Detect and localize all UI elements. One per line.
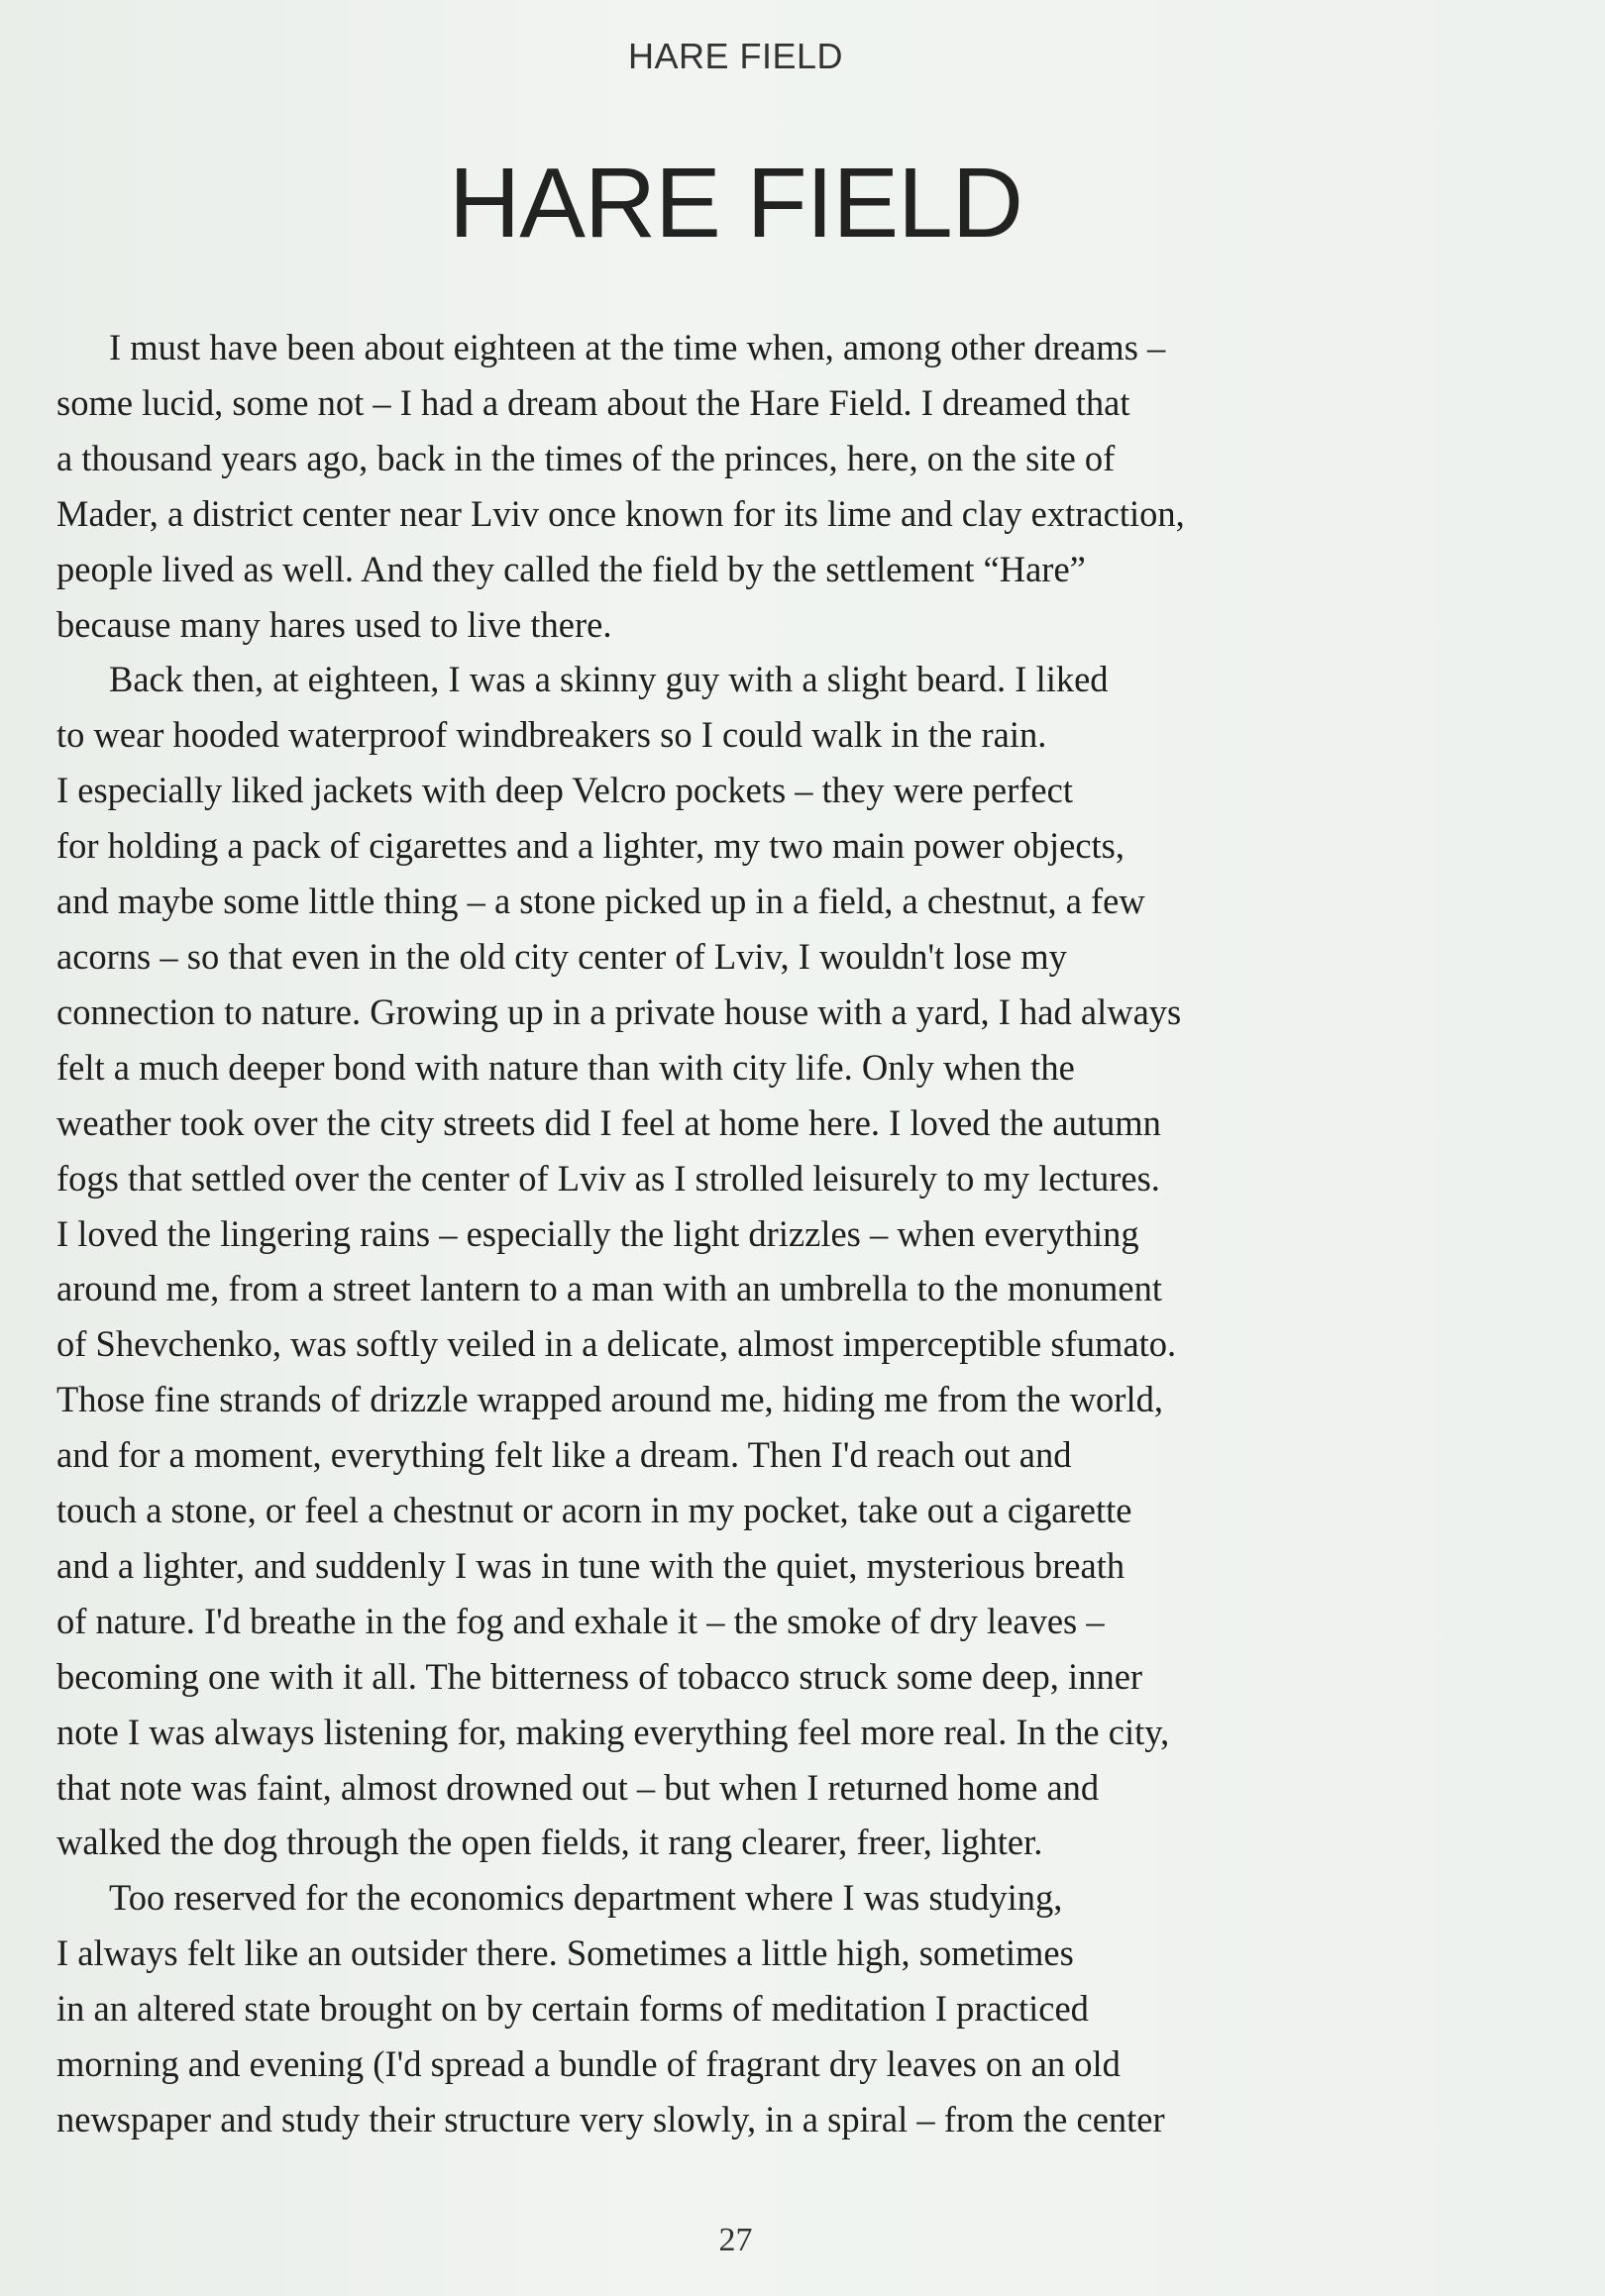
paragraph-2-line-2: to wear hooded waterproof windbreakers so I could walk in the rain. — [56, 714, 1047, 756]
paragraph-2-line-12: around me, from a street lantern to a man with an umbrella to the monument — [56, 1268, 1162, 1309]
paragraph-2-line-14: Those fine strands of drizzle wrapped around me, hiding me from the world, — [56, 1379, 1163, 1420]
paragraph-2-line-1: Back then, at eighteen, I was a skinny guy with a slight beard. I liked — [109, 659, 1109, 700]
paragraph-3-line-3: in an altered state brought on by certain forms of meditation I practiced — [56, 1988, 1089, 2030]
running-head: HARE FIELD — [627, 36, 844, 76]
paragraph-2-line-5: and maybe some little thing – a stone picked up in a field, a chestnut, a few — [56, 881, 1145, 922]
paragraph-2-line-16: touch a stone, or feel a chestnut or acorn in my pocket, take out a cigarette — [56, 1490, 1132, 1531]
paragraph-2-line-11: I loved the lingering rains – especially the light drizzles – when everything — [56, 1212, 1139, 1254]
paragraph-2-line-21: that note was faint, almost drowned out – but when I returned home and — [56, 1766, 1100, 1808]
paragraph-2-line-6: acorns – so that even in the old city center of Lviv, I wouldn't lose my — [56, 935, 1067, 977]
paragraph-1-line-3: a thousand years ago, back in the times of the princes, here, on the site of — [56, 437, 1116, 478]
paragraph-2-line-9: weather took over the city streets did I feel at home here. I loved the autumn — [56, 1101, 1161, 1143]
paragraph-1-line-1: I must have been about eighteen at the time when, among other dreams – — [109, 327, 1166, 367]
paragraph-1-line-6: because many hares used to live there. — [56, 603, 612, 645]
paragraph-2-line-3: I especially liked jackets with deep Velcro pockets – they were perfect — [56, 770, 1073, 811]
paragraph-3-line-2: I always felt like an outsider there. Sometimes a little high, sometimes — [56, 1932, 1074, 1974]
paragraph-1-line-5: people lived as well. And they called the field by the settlement “Hare” — [56, 548, 1086, 589]
paragraph-2-line-19: becoming one with it all. The bitterness of tobacco struck some deep, inner — [56, 1655, 1143, 1697]
chapter-title: HARE FIELD — [448, 148, 1022, 259]
paragraph-2-line-13: of Shevchenko, was softly veiled in a delicate, almost imperceptible sfumato. — [56, 1323, 1177, 1365]
paragraph-2-line-4: for holding a pack of cigarettes and a lighter, my two main power objects, — [56, 825, 1124, 867]
paragraph-3-line-5: newspaper and study their structure very slowly, in a spiral – from the center — [56, 2099, 1165, 2139]
paragraph-2-line-18: of nature. I'd breathe in the fog and exhale it – the smoke of dry leaves – — [56, 1600, 1105, 1641]
paragraph-2-line-8: felt a much deeper bond with nature than with city life. Only when the — [56, 1046, 1075, 1088]
paragraph-3-line-4: morning and evening (I'd spread a bundle of fragrant dry leaves on an old — [56, 2043, 1121, 2085]
paragraph-2-line-20: note I was always listening for, making everything feel more real. In the city, — [56, 1711, 1170, 1752]
body-text — [56, 320, 1424, 2147]
paragraph-2-line-15: and for a moment, everything felt like a dream. Then I'd reach out and — [56, 1434, 1072, 1476]
paragraph-3-line-1: Too reserved for the economics department where I was studying, — [109, 1877, 1063, 1919]
paragraph-2-line-10: fogs that settled over the center of Lviv as I strolled leisurely to my lectures. — [56, 1157, 1160, 1199]
paragraph-2-line-22: walked the dog through the open fields, it rang clearer, freer, lighter. — [56, 1822, 1043, 1863]
paragraph-1-line-2: some lucid, some not – I had a dream about the Hare Field. I dreamed that — [56, 381, 1130, 423]
paragraph-2-line-17: and a lighter, and suddenly I was in tune with the quiet, mysterious breath — [56, 1544, 1125, 1586]
paragraph-2-line-7: connection to nature. Growing up in a private house with a yard, I had always — [56, 991, 1182, 1032]
page-number: 27 — [718, 2222, 753, 2258]
paragraph-1-line-4: Mader, a district center near Lviv once known for its lime and clay extraction, — [56, 492, 1185, 534]
